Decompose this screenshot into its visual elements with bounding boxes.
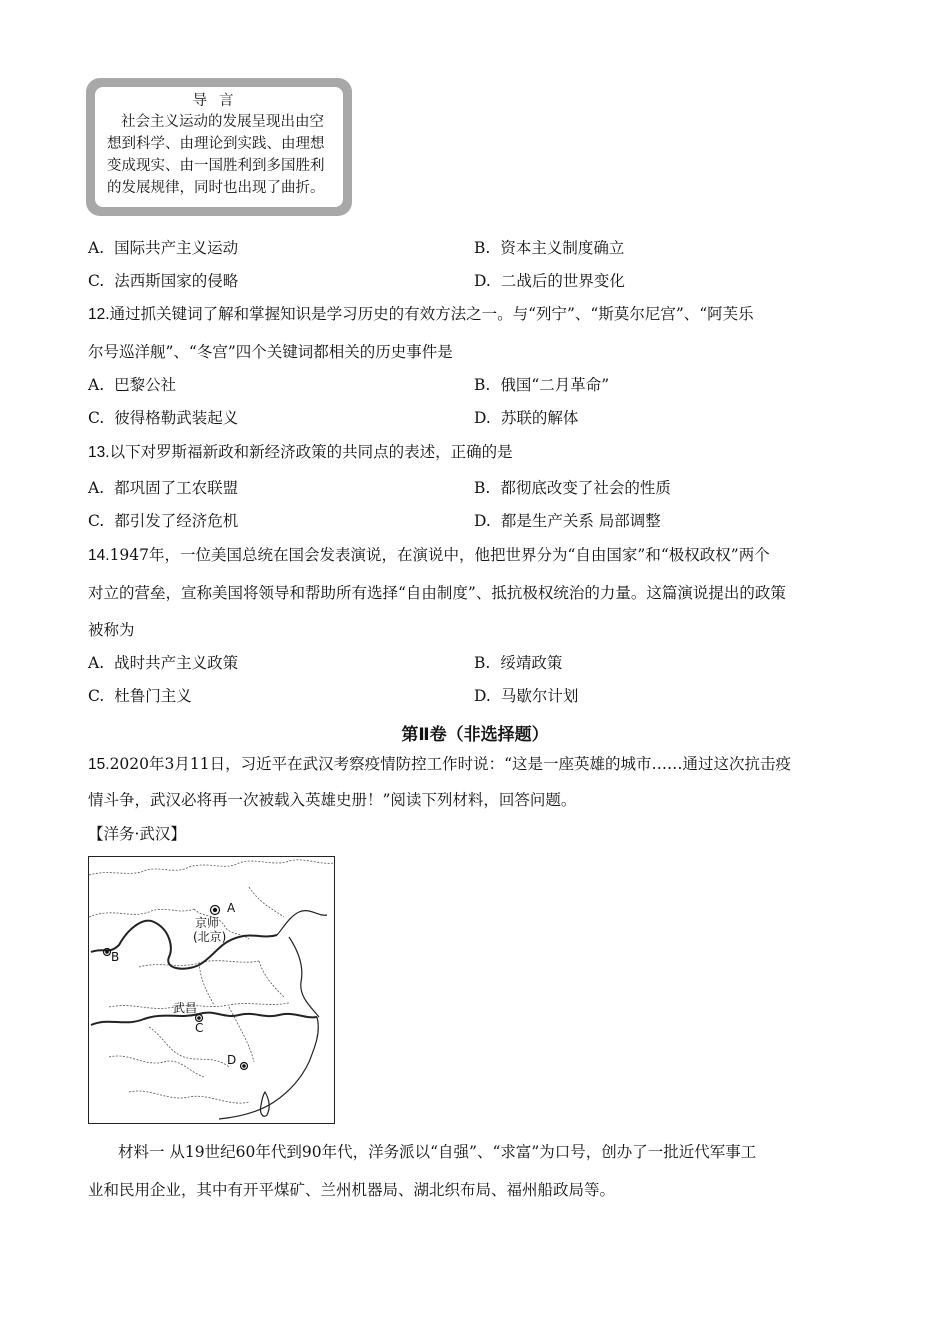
map-svg: [89, 857, 334, 1123]
question-number: 15.: [88, 756, 110, 773]
option-a[interactable]: [88, 653, 238, 673]
option-b[interactable]: [474, 238, 624, 258]
map-label-capital-alt: (北京): [193, 930, 227, 944]
option-b[interactable]: [474, 478, 671, 498]
option-text: 绥靖政策: [500, 654, 563, 672]
intro-line: 的发展规律，同时也出现了曲折。: [107, 180, 325, 196]
option-c[interactable]: [88, 271, 238, 291]
option-key: A.: [88, 239, 105, 257]
option-text: 二战后的世界变化: [500, 272, 625, 290]
map-label-wuchang: 武昌: [173, 1001, 198, 1015]
option-text: 杜鲁门主义: [114, 687, 192, 705]
option-key: B.: [474, 376, 491, 394]
option-key: D.: [474, 409, 491, 427]
map-label-b: B: [111, 950, 120, 964]
option-text: 都是生产关系 局部调整: [500, 512, 661, 530]
map-figure: [88, 856, 335, 1124]
question-14-stem-cont: 对立的营垒，宣称美国将领导和帮助所有选择“自由制度”、抵抗极权统治的力量。这篇演说提出的政策: [88, 584, 786, 602]
option-key: D.: [474, 272, 491, 290]
subheading: 【洋务·武汉】: [88, 825, 186, 843]
question-14-stem-cont: 被称为: [88, 621, 135, 639]
option-key: A.: [88, 376, 105, 394]
option-key: B.: [474, 654, 491, 672]
intro-line: 社会主义运动的发展呈现出由空: [121, 114, 324, 130]
option-key: B.: [474, 479, 491, 497]
option-d[interactable]: [474, 271, 625, 291]
option-key: A.: [88, 654, 105, 672]
option-key: D.: [474, 512, 491, 530]
option-key: C.: [88, 272, 105, 290]
option-text: 马歇尔计划: [500, 687, 579, 705]
material-one-line: 业和民用企业，其中有开平煤矿、兰州机器局、湖北织布局、福州船政局等。: [88, 1181, 616, 1199]
question-text: 1947年，一位美国总统在国会发表演说，在演说中，他把世界分为“自由国家”和“极权政权”两个: [109, 546, 770, 564]
option-c[interactable]: [88, 511, 238, 531]
option-text: 战时共产主义政策: [114, 654, 239, 672]
question-12-stem: [88, 304, 754, 325]
option-key: B.: [474, 239, 491, 257]
option-d[interactable]: [474, 686, 578, 706]
intro-box: [86, 78, 352, 216]
option-d[interactable]: [474, 408, 578, 428]
intro-line: 变成现实、由一国胜利到多国胜利: [107, 158, 325, 174]
section-title: 第Ⅱ卷（非选择题）: [401, 725, 549, 745]
question-text: 2020年3月11日，习近平在武汉考察疫情防控工作时说：“这是一座英雄的城市……通过这次抗击疫: [109, 755, 792, 773]
intro-text: [107, 111, 339, 199]
option-a[interactable]: [88, 478, 238, 498]
option-b[interactable]: [474, 653, 562, 673]
option-key: D.: [474, 687, 491, 705]
option-text: 都引发了经济危机: [114, 512, 239, 530]
option-c[interactable]: [88, 408, 238, 428]
option-text: 都彻底改变了社会的性质: [500, 479, 671, 497]
intro-title: 导言: [192, 93, 246, 109]
map-label-capital: 京师: [195, 916, 220, 930]
option-text: 苏联的解体: [500, 409, 579, 427]
map-label-a: A: [227, 901, 236, 915]
question-number: 13.: [88, 444, 110, 461]
option-key: A.: [88, 479, 105, 497]
question-14-stem: [88, 545, 770, 566]
option-text: 巴黎公社: [114, 376, 177, 394]
map-label-d: D: [227, 1053, 237, 1067]
option-b[interactable]: [474, 375, 609, 395]
question-text: 以下对罗斯福新政和新经济政策的共同点的表述，正确的是: [109, 443, 513, 461]
option-a[interactable]: [88, 375, 176, 395]
option-text: 都巩固了工农联盟: [114, 479, 239, 497]
question-text: 通过抓关键词了解和掌握知识是学习历史的有效方法之一。与“列宁”、“斯莫尔尼宫”、“阿芙乐: [109, 305, 754, 323]
map-label-c: C: [195, 1021, 204, 1035]
option-text: 资本主义制度确立: [500, 239, 625, 257]
material-one-line: 材料一 从19世纪60年代到90年代，洋务派以“自强”、“求富”为口号，创办了一批近代军事工: [118, 1143, 757, 1161]
option-text: 俄国“二月革命”: [500, 376, 610, 394]
question-15-stem-cont: 情斗争，武汉必将再一次被载入英雄史册！”阅读下列材料，回答问题。: [88, 791, 577, 809]
option-c[interactable]: [88, 686, 192, 706]
option-key: C.: [88, 687, 105, 705]
option-text: 国际共产主义运动: [114, 239, 239, 257]
intro-line: 想到科学、由理论到实践、由理想: [107, 136, 325, 152]
question-15-stem: [88, 754, 791, 775]
option-d[interactable]: [474, 511, 661, 531]
option-text: 彼得格勒武装起义: [114, 409, 239, 427]
question-number: 12.: [88, 306, 110, 323]
option-key: C.: [88, 409, 105, 427]
intro-inner: [95, 87, 343, 207]
option-a[interactable]: [88, 238, 238, 258]
question-number: 14.: [88, 547, 110, 564]
question-13-stem: [88, 442, 513, 463]
question-12-stem-cont: 尔号巡洋舰”、“冬宫”四个关键词都相关的历史事件是: [88, 343, 453, 361]
option-text: 法西斯国家的侵略: [114, 272, 239, 290]
option-key: C.: [88, 512, 105, 530]
